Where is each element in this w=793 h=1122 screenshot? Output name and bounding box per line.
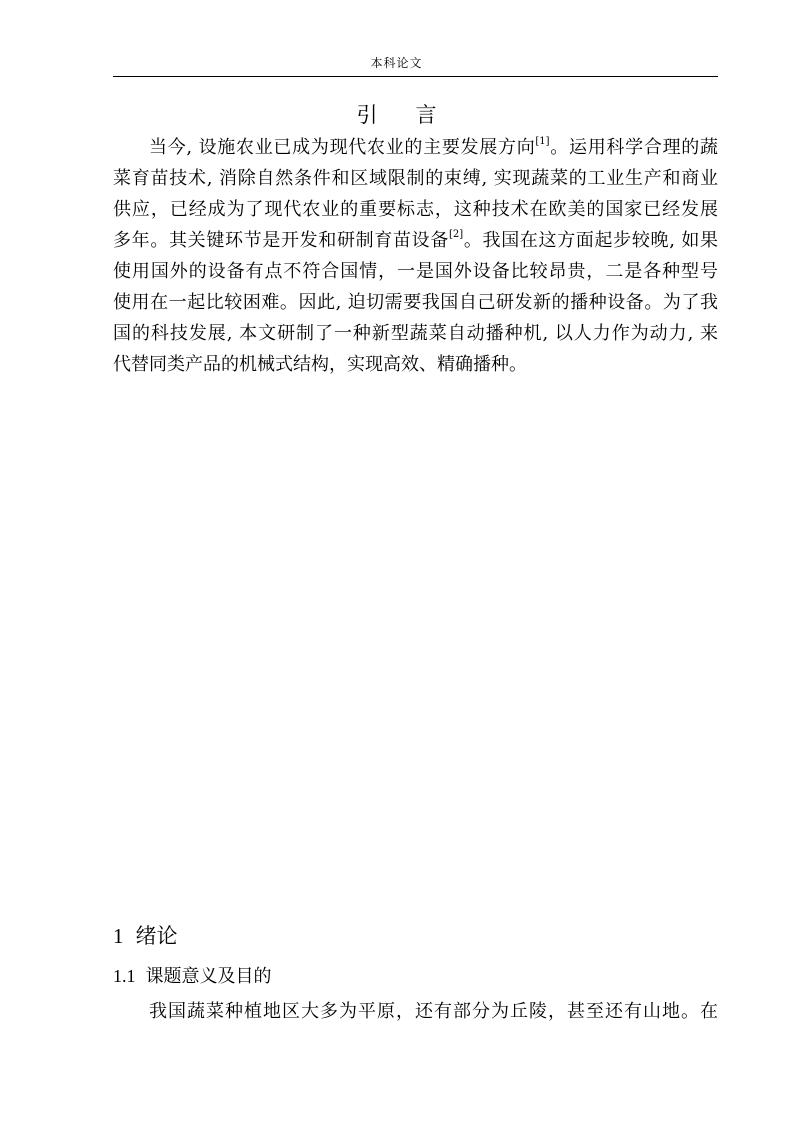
introduction-title xyxy=(0,102,793,128)
paragraph-line: 国的科技发展, 本文研制了一种新型蔬菜自动播种机, 以人力作为动力, 来 xyxy=(113,323,718,344)
citation-ref: [1] xyxy=(535,136,550,147)
line-text-tail: 。运用科学合理的蔬 xyxy=(549,137,718,158)
line-text: 多年。其关键环节是开发和研制育苗设备 xyxy=(113,230,450,251)
paragraph-line: 使用国外的设备有点不符合国情，一是国外设备比较昂贵，二是各种型号 xyxy=(113,261,718,282)
paragraph-line: 使用在一起比较困难。因此, 迫切需要我国自己研发新的播种设备。为了我 xyxy=(113,292,718,313)
chapter-number: 1 xyxy=(113,924,124,948)
line-text-tail: 。我国在这方面起步较晚, 如果 xyxy=(463,230,718,251)
introduction-paragraph xyxy=(113,132,718,380)
line-text: 当今, 设施农业已成为现代农业的主要发展方向 xyxy=(149,137,536,158)
paragraph-line: 我国蔬菜种植地区大多为平原，还有部分为丘陵，甚至还有山地。在 xyxy=(149,1001,718,1022)
running-header: 本科论文 xyxy=(370,56,423,70)
paragraph-line xyxy=(113,225,718,256)
section-heading xyxy=(113,963,272,990)
section-paragraph xyxy=(113,996,718,1027)
paragraph-line: 代替同类产品的机械式结构，实现高效、精确播种。 xyxy=(113,354,527,375)
chapter-title: 绪论 xyxy=(135,924,178,948)
paragraph-line: 菜育苗技术, 消除自然条件和区域限制的束缚, 实现蔬菜的工业生产和商业 xyxy=(113,168,718,189)
section-number: 1.1 xyxy=(113,966,136,986)
section-title: 课题意义及目的 xyxy=(145,966,272,987)
paragraph-line: 供应，已经成为了现代农业的重要标志，这种技术在欧美的国家已经发展 xyxy=(113,199,718,220)
introduction-title-char-1: 引 xyxy=(356,103,378,127)
paragraph-line xyxy=(113,132,718,163)
chapter-heading xyxy=(113,922,178,950)
introduction-title-char-2: 言 xyxy=(415,103,437,127)
citation-ref: [2] xyxy=(449,229,464,240)
header-rule xyxy=(113,76,718,77)
